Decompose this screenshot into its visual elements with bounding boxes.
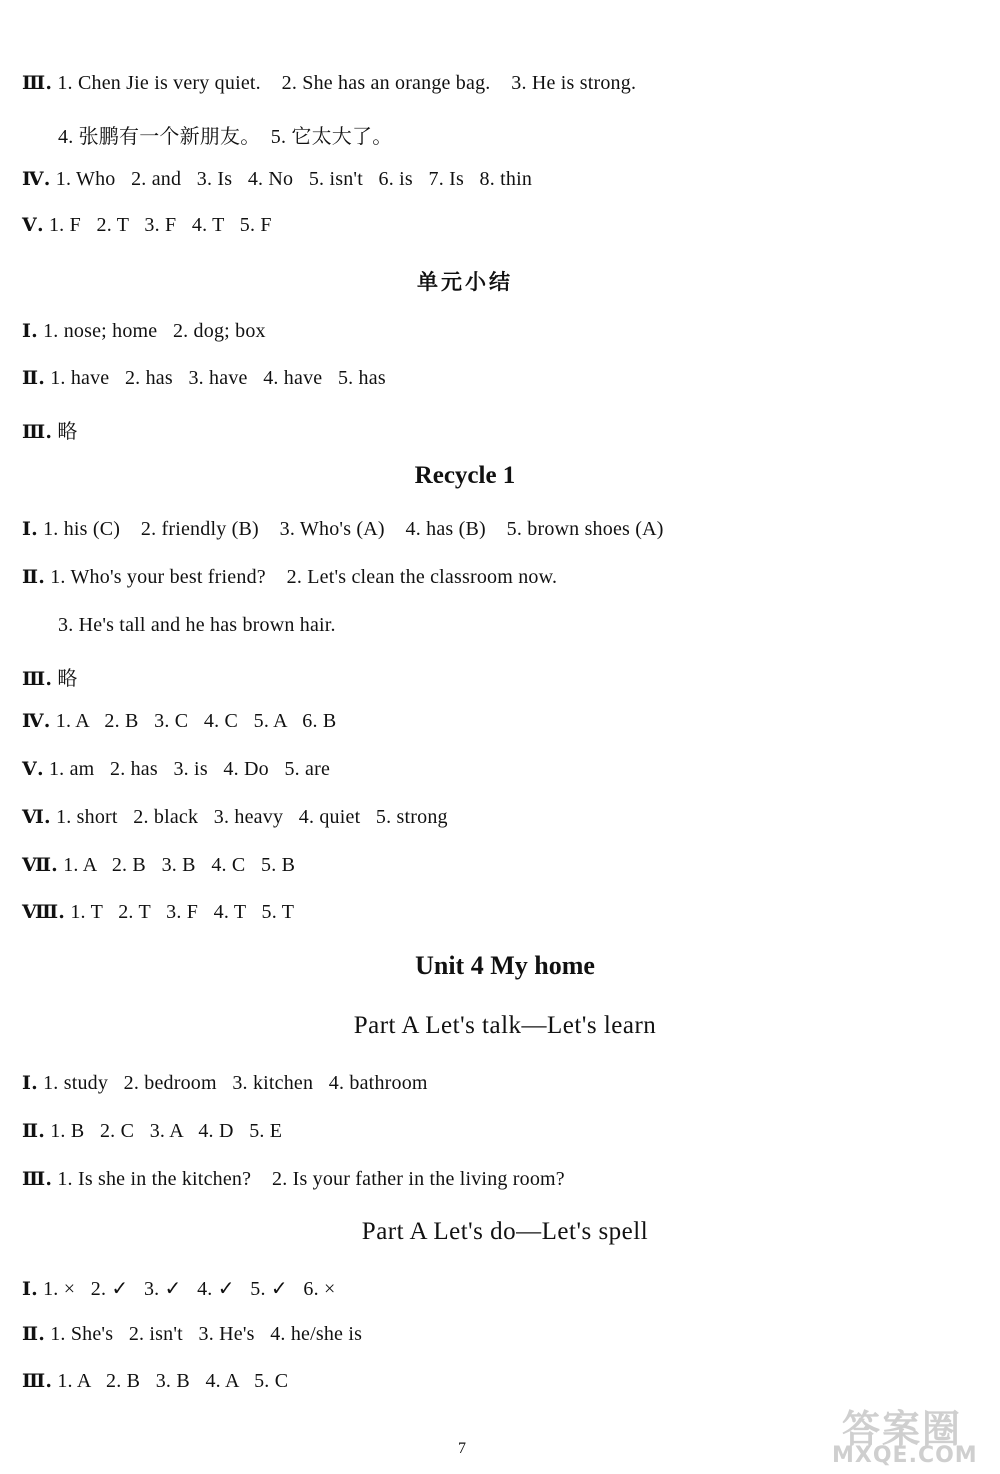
answer-line [22,1168,565,1191]
section-heading-recycle: Recycle 1 [414,462,516,489]
answer-text: 1. Who's your best friend? 2. Let's clean the classroom now. [45,566,558,588]
answer-text: 略 [52,668,78,690]
answer-text: 略 [52,421,78,443]
answer-line [22,367,386,390]
answer-text: 1. his (C) 2. friendly (B) 3. Who's (A) 4. has (B) 5. brown shoes (A) [37,518,664,540]
roman-numeral: Ⅲ. [22,668,53,690]
section-heading-unit4: Unit 4 My home [415,951,595,980]
watermark-bottom-text: MXQE.COM [832,1443,978,1468]
roman-numeral: Ⅰ. [22,1278,38,1300]
answer-line [22,901,294,924]
answer-text: 1. have 2. has 3. have 4. have 5. has [45,367,386,389]
watermark-logo [832,1398,992,1468]
answer-text: 4. 张鹏有一个新朋友。 5. 它太大了。 [58,126,393,148]
answer-line [22,214,272,237]
roman-numeral: Ⅰ. [22,320,38,342]
roman-numeral: Ⅱ. [22,367,46,389]
section-heading-part-a-talk: Part A Let's talk—Let's learn [353,1012,657,1039]
roman-numeral: Ⅰ. [22,518,38,540]
roman-numeral: Ⅳ. [22,710,51,732]
answer-line [22,1276,336,1301]
answer-text: 1. She's 2. isn't 3. He's 4. he/she is [45,1323,363,1345]
answer-text: 1. B 2. C 3. A 4. D 5. E [45,1120,283,1142]
answer-line [58,120,392,149]
roman-numeral: Ⅴ. [22,758,44,780]
roman-numeral: Ⅷ. [22,901,66,923]
page-number: 7 [458,1440,466,1457]
answer-text: 1. nose; home 2. dog; box [37,320,266,342]
answer-line [22,320,266,343]
roman-numeral: Ⅲ. [22,421,53,443]
answer-line [22,806,448,829]
answer-line [22,566,557,589]
answer-text: 1. T 2. T 3. F 4. T 5. T [65,901,295,923]
answer-line [22,710,336,733]
answer-line [22,1072,428,1095]
answer-text: 3. He's tall and he has brown hair. [58,614,336,636]
answer-line [22,758,330,781]
answer-line [58,614,336,637]
roman-numeral: Ⅴ. [22,214,44,236]
answer-text: 1. short 2. black 3. heavy 4. quiet 5. strong [50,806,448,828]
roman-numeral: Ⅶ. [22,854,58,876]
answer-text: 1. A 2. B 3. B 4. C 5. B [58,854,296,876]
section-heading-part-a-do: Part A Let's do—Let's spell [361,1218,649,1245]
section-heading-unit-summary: 单元小结 [417,270,513,294]
roman-numeral: Ⅳ. [22,168,51,190]
answer-text: 1. am 2. has 3. is 4. Do 5. are [43,758,331,780]
roman-numeral: Ⅲ. [22,1168,53,1190]
answer-text: 1. A 2. B 3. B 4. A 5. C [52,1370,289,1392]
roman-numeral: Ⅱ. [22,1120,46,1142]
roman-numeral: Ⅰ. [22,1072,38,1094]
answer-text: 1. × 2. ✓ 3. ✓ 4. ✓ 5. ✓ 6. × [37,1278,336,1300]
roman-numeral: Ⅲ. [22,72,53,94]
answer-text: 1. Chen Jie is very quiet. 2. She has an orange bag. 3. He is strong. [52,72,637,94]
answer-line [22,72,636,95]
answer-line [22,1120,282,1143]
answer-text: 1. study 2. bedroom 3. kitchen 4. bathroom [37,1072,428,1094]
answer-line [22,518,664,541]
answer-text: 1. A 2. B 3. C 4. C 5. A 6. B [50,710,337,732]
roman-numeral: Ⅲ. [22,1370,53,1392]
answer-line [22,1370,288,1393]
roman-numeral: Ⅱ. [22,1323,46,1345]
answer-line [22,854,295,877]
answer-text: 1. Is she in the kitchen? 2. Is your father in the living room? [52,1168,565,1190]
roman-numeral: Ⅱ. [22,566,46,588]
answer-text: 1. F 2. T 3. F 4. T 5. F [43,214,272,236]
answer-line [22,1323,362,1346]
roman-numeral: Ⅵ. [22,806,51,828]
answer-line [22,415,78,444]
answer-line [22,168,532,191]
watermark-top-text: 答案圈 [842,1407,963,1451]
answer-text: 1. Who 2. and 3. Is 4. No 5. isn't 6. is 7. Is 8. thin [50,168,533,190]
answer-line [22,662,78,691]
